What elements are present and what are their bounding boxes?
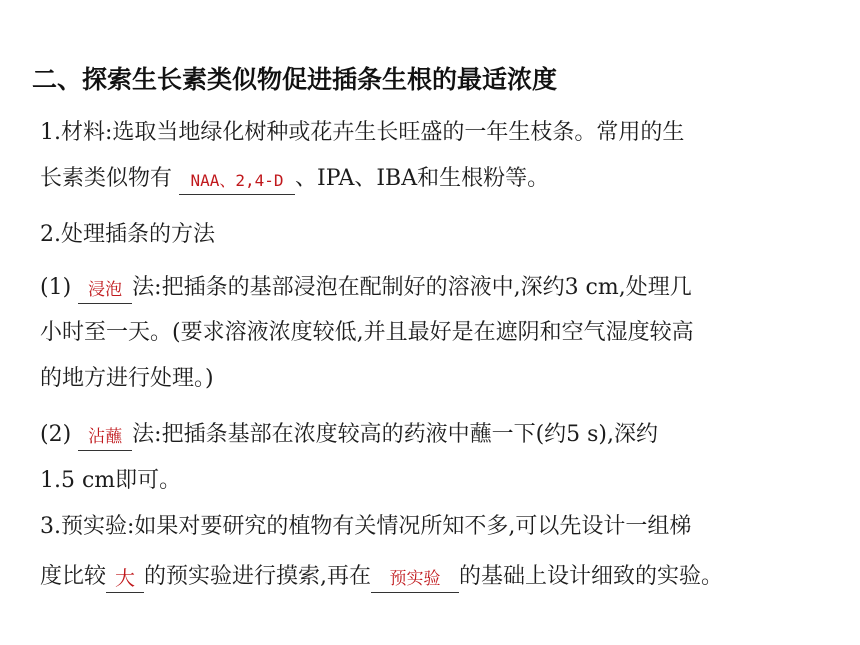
answer-dipping: 沾蘸 [88,427,123,447]
materials-suffix: 、IPA、IBA和生根粉等。 [295,166,550,191]
section-title: 二、探索生长素类似物促进插条生根的最适浓度 [32,65,558,94]
method-2-text: 法:把插条基部在浓度较高的药液中蘸一下(约5 s),深约 [132,422,659,447]
pre-experiment-line-1: 3.预实验:如果对要研究的植物有关情况所知不多,可以先设计一组梯 [40,514,692,539]
answer-blank-auxin-analogs [179,164,295,195]
method-1-line-3: 的地方进行处理。) [40,366,214,391]
method-1-line-2: 小时至一天。(要求溶液浓度较低,并且最好是在遮阴和空气湿度较高 [40,320,694,345]
answer-auxin-analogs: NAA、2,4-D [190,171,284,190]
answer-blank-dipping [78,420,132,451]
materials-line-1: 1.材料:选取当地绿化树种或花卉生长旺盛的一年生枝条。常用的生 [40,120,685,145]
pre-experiment-suffix: 的基础上设计细致的实验。 [459,564,724,589]
pre-experiment-middle: 的预实验进行摸索,再在 [144,564,372,589]
answer-pre-experiment: 预实验 [389,569,441,589]
method-2-line-1 [40,420,658,451]
method-2-line-2: 1.5 cm即可。 [40,468,182,493]
method-1-text: 法:把插条的基部浸泡在配制好的溶液中,深约3 cm,处理几 [132,275,692,300]
answer-blank-soaking [78,273,132,304]
method-2-number: (2) [40,422,79,447]
materials-line-2 [40,164,549,195]
pre-experiment-line-2 [40,562,723,593]
answer-soaking: 浸泡 [88,280,123,300]
method-1-line-1 [40,273,692,304]
materials-prefix: 长素类似物有 [40,166,179,191]
answer-blank-large-gradient [106,562,144,593]
answer-large-gradient: 大 [115,566,136,590]
method-1-number: (1) [40,275,79,300]
pre-experiment-prefix: 度比较 [40,564,107,589]
answer-blank-pre-experiment [371,562,459,593]
method-heading: 2.处理插条的方法 [40,222,215,247]
